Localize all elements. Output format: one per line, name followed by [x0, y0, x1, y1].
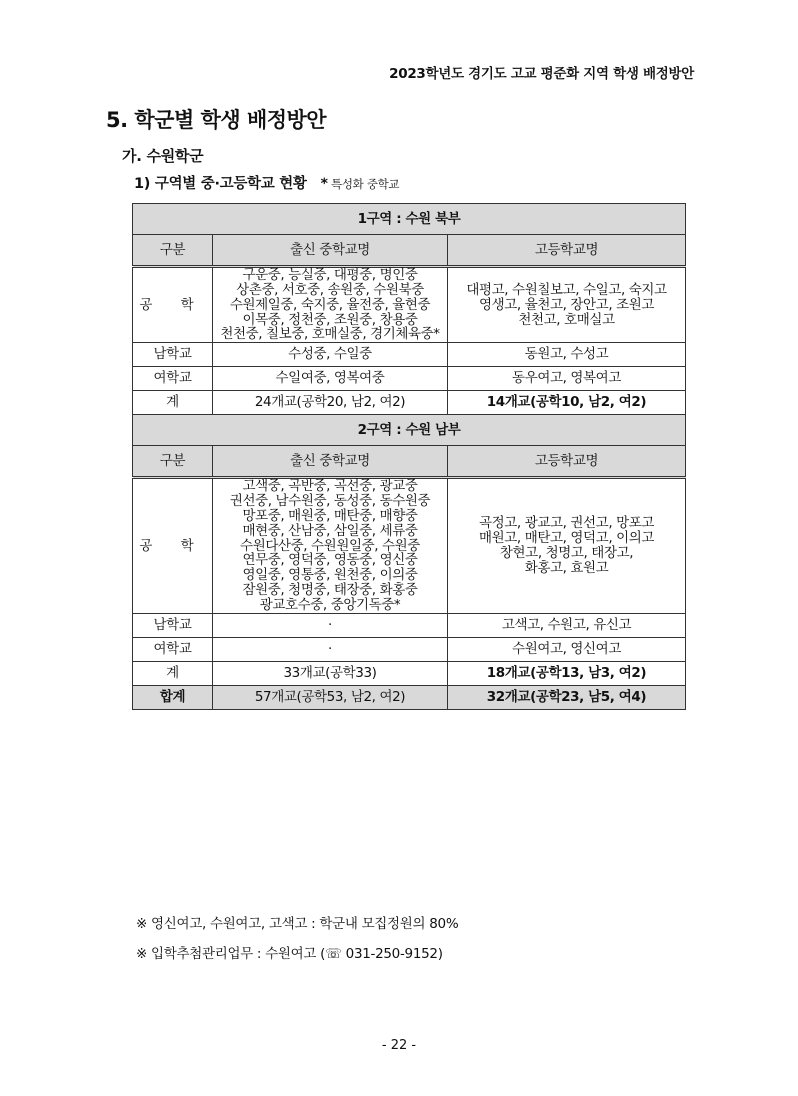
note-text: 특성화 중학교 [331, 177, 400, 191]
region1-coed-middle [213, 267, 448, 343]
region2-coed-high-line: 화홍고, 효원고 [524, 559, 609, 576]
region2-boys-high: 고색고, 수원고, 유신고 [448, 613, 686, 637]
region1-girls-middle: 수일여중, 영복여중 [213, 367, 448, 391]
region1-coed-label: 공 학 [133, 267, 213, 343]
grand-total-middle: 57개교(공학53, 남2, 여2) [213, 685, 448, 709]
region1-total-high: 14개교(공학10, 남2, 여2) [448, 391, 686, 415]
region1-coed-row [133, 267, 686, 343]
region1-coed-middle-line: 천천중, 칠보중, 호매실중, 경기체육중* [220, 326, 440, 343]
region2-girls-row [133, 637, 686, 661]
region2-title-row [133, 415, 686, 446]
region2-boys-row [133, 613, 686, 637]
region2-girls-high: 수원여고, 영신여고 [448, 637, 686, 661]
region2-total-label: 계 [133, 661, 213, 685]
region2-coed-middle-line: 고색중, 곡반중, 곡선중, 광교중 [242, 478, 418, 495]
region1-total-middle: 24개교(공학20, 남2, 여2) [213, 391, 448, 415]
region2-coed-middle [213, 478, 448, 614]
page-number: - 22 - [381, 1038, 417, 1053]
region1-coed-high [448, 267, 686, 343]
region1-coed-high-line: 영생고, 율천고, 장안고, 조원고 [478, 296, 655, 313]
region1-coed-middle-line: 상촌중, 서호중, 송원중, 수원북중 [236, 281, 424, 298]
grand-total-high: 32개교(공학23, 남5, 여4) [448, 685, 686, 709]
region1-girls-label: 여학교 [133, 367, 213, 391]
footnote-quota: ※ 영신여고, 수원여고, 고색고 : 학군내 모집정원의 80% [136, 916, 459, 932]
region1-coed-high-line: 대평고, 수원칠보고, 수일고, 숙지고 [466, 281, 667, 298]
region2-coed-row [133, 478, 686, 614]
column-header-middle: 출신 중학교명 [213, 235, 448, 267]
region2-boys-label: 남학교 [133, 613, 213, 637]
region1-total-label: 계 [133, 391, 213, 415]
region1-total-row [133, 391, 686, 415]
column-header-high: 고등학교명 [448, 235, 686, 267]
region1-girls-high: 동우여고, 영복여고 [448, 367, 686, 391]
region2-total-middle: 33개교(공학33) [213, 661, 448, 685]
region1-column-header-row [133, 235, 686, 267]
region2-coed-middle-line: 권선중, 남수원중, 동성중, 동수원중 [229, 493, 431, 510]
school-table [132, 203, 686, 710]
region2-coed-middle-line: 잠원중, 청명중, 태장중, 화홍중 [242, 582, 418, 599]
region2-total-high: 18개교(공학13, 남3, 여2) [448, 661, 686, 685]
region2-title: 2구역 : 수원 남부 [133, 415, 686, 446]
note-star: * [320, 176, 328, 192]
region1-boys-row [133, 343, 686, 367]
region2-coed-middle-line: 영일중, 영통중, 원천중, 이의중 [242, 567, 418, 584]
subsubsection-title-text: 1) 구역별 중·고등학교 현황 [134, 176, 307, 192]
region2-coed-middle-line: 망포중, 매원중, 매탄중, 매향중 [242, 507, 418, 524]
region1-girls-row [133, 367, 686, 391]
region2-girls-middle: · [213, 637, 448, 661]
grand-total-row [133, 685, 686, 709]
footnote-contact: ※ 입학추첨관리업무 : 수원여고 (☏ 031-250-9152) [136, 946, 443, 962]
region2-coed-middle-line: 매현중, 산남중, 삼일중, 세류중 [242, 522, 418, 539]
region1-coed-middle-line: 구운중, 능실중, 대평중, 명인중 [242, 267, 418, 283]
region2-coed-high-line: 창현고, 청명고, 태장고, [499, 545, 634, 562]
column-header-gubun: 구분 [133, 446, 213, 478]
region2-coed-high-line: 곡정고, 광교고, 권선고, 망포고 [478, 515, 655, 532]
special-school-note [321, 177, 400, 191]
region2-coed-middle-line: 광교호수중, 중앙기독중* [259, 596, 401, 613]
subsubsection-title [134, 172, 399, 193]
column-header-gubun: 구분 [133, 235, 213, 267]
region1-boys-label: 남학교 [133, 343, 213, 367]
region1-coed-middle-line: 이목중, 정천중, 조원중, 창용중 [242, 311, 418, 328]
region2-coed-middle-line: 연무중, 영덕중, 영동중, 영신중 [242, 552, 418, 569]
column-header-high: 고등학교명 [448, 446, 686, 478]
region2-total-row [133, 661, 686, 685]
subsection-title: 가. 수원학군 [122, 147, 204, 165]
region1-title-row [133, 204, 686, 235]
region2-coed-high [448, 478, 686, 614]
region2-coed-middle-line: 수원다산중, 수원원일중, 수원중 [240, 537, 420, 554]
region1-boys-high: 동원고, 수성고 [448, 343, 686, 367]
region2-girls-label: 여학교 [133, 637, 213, 661]
region1-coed-high-line: 천천고, 호매실고 [518, 311, 615, 328]
region1-title: 1구역 : 수원 북부 [133, 204, 686, 235]
region2-boys-middle: · [213, 613, 448, 637]
region2-coed-label: 공 학 [133, 478, 213, 614]
region2-coed-high-line: 매원고, 매탄고, 영덕고, 이의고 [478, 530, 655, 547]
region1-boys-middle: 수성중, 수일중 [213, 343, 448, 367]
region2-column-header-row [133, 446, 686, 478]
document-header: 2023학년도 경기도 고교 평준화 지역 학생 배정방안 [389, 66, 694, 82]
region1-coed-middle-line: 수원제일중, 숙지중, 율전중, 율현중 [229, 296, 431, 313]
column-header-middle: 출신 중학교명 [213, 446, 448, 478]
section-title: 5. 학군별 학생 배정방안 [106, 108, 327, 132]
grand-total-label: 합계 [133, 685, 213, 709]
